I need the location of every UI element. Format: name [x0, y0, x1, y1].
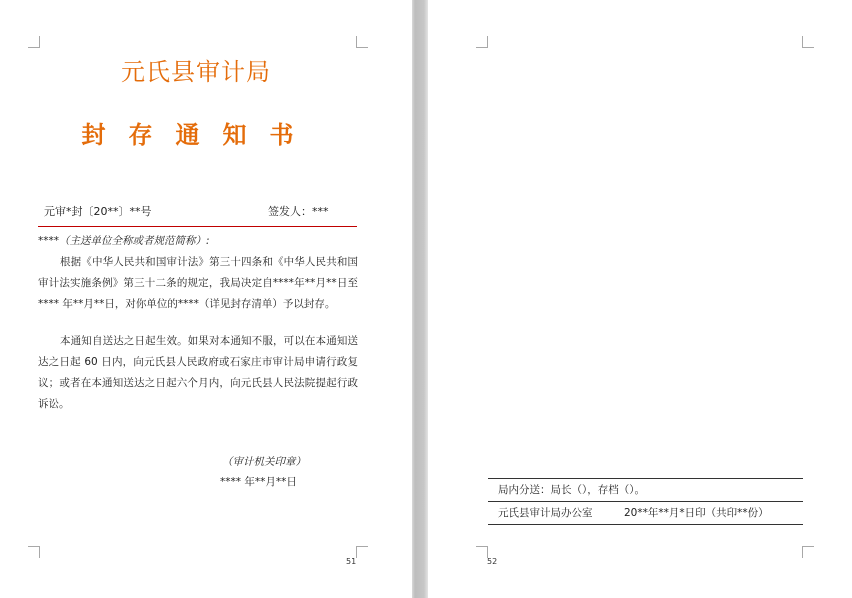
body-paragraph-2: 本通知自送达之日起生效。如果对本通知不服，可以在本通知送达之日起 60 日内，向元氏县人民政府或石家庄市审计局申请行政复议；或者在本通知送达之日起六个月内，向元氏县人民法院提起行政诉讼。 — [38, 335, 358, 410]
office-name: 元氏县审计局办公室 — [498, 507, 593, 519]
print-info-row — [488, 501, 803, 524]
crop-mark — [28, 546, 40, 558]
body-paragraph-1: 根据《中华人民共和国审计法》第三十四条和《中华人民共和国审计法实施条例》第三十二条的规定，我局决定自****年**月**日至**** 年**月**日，对你单位的****（详见封存清单）予以封存。 — [38, 256, 358, 310]
crop-mark — [802, 36, 814, 48]
addressee-name: **** — [38, 235, 59, 247]
page-gap — [412, 0, 428, 598]
page-51 — [0, 0, 412, 598]
crop-mark — [476, 36, 488, 48]
signer-label: 签发人：*** — [268, 205, 329, 218]
document-number: 元审*封〔20**〕**号 — [44, 205, 152, 218]
org-name-heading: 元氏县审计局 — [121, 58, 271, 86]
page-number: 52 — [487, 557, 498, 566]
addressee-line — [38, 233, 210, 248]
distribution-row — [488, 479, 803, 501]
distribution-table — [488, 478, 803, 525]
document-title: 封存通知书 — [81, 120, 317, 149]
issue-date: **** 年**月**日 — [220, 476, 297, 488]
crop-mark — [802, 546, 814, 558]
addressee-note: （主送单位全称或者规范简称）: — [59, 235, 210, 247]
red-divider-line — [38, 226, 357, 227]
distribution-text: 局内分送：局长（），存档（）。 — [498, 484, 645, 496]
seal-note: （审计机关印章） — [222, 456, 306, 468]
page-number: 51 — [346, 557, 357, 566]
crop-mark — [356, 546, 368, 558]
print-info: 20**年**月*日印（共印**份） — [624, 507, 769, 519]
crop-mark — [28, 36, 40, 48]
crop-mark — [356, 36, 368, 48]
